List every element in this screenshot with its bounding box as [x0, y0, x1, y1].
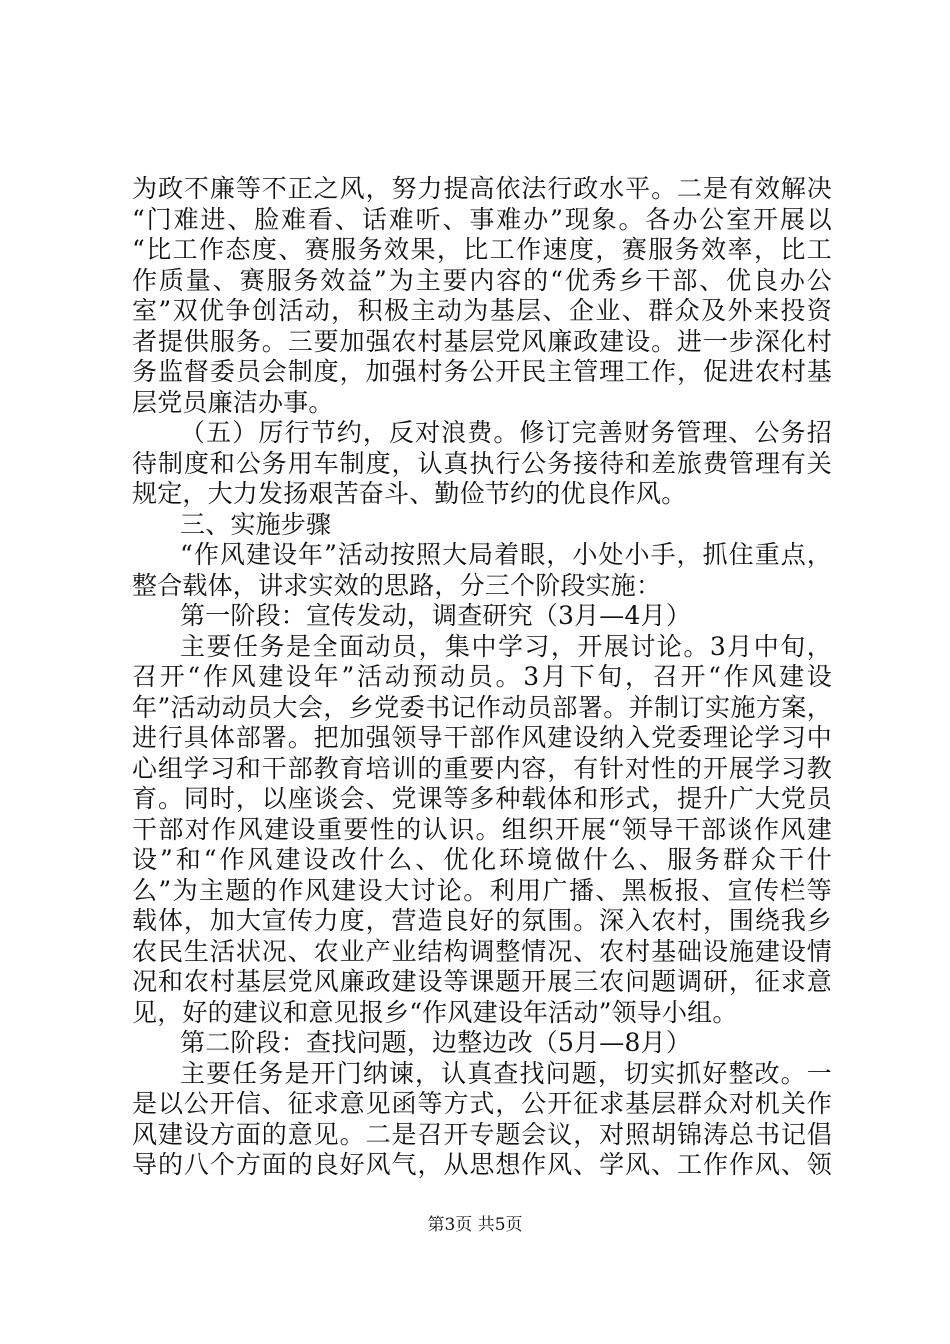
text-line: 况和农村基层党风廉政建设等课题开展三农问题调研，征求意	[132, 967, 832, 996]
text-line: 载体，加大宣传力度，营造良好的氛围。深入农村，围绕我乡	[132, 906, 832, 935]
body-text	[132, 174, 832, 1181]
text-line: 层党员廉洁办事。	[132, 387, 334, 417]
text-line: 者提供服务。三要加强农村基层党风廉政建设。进一步深化村	[132, 326, 832, 356]
text-line: 是以公开信、征求意见函等方式，公开征求基层群众对机关作	[132, 1089, 832, 1118]
text-line: 主要任务是全面动员，集中学习，开展讨论。3月中旬，	[180, 631, 832, 661]
text-line: 室”双优争创活动，积极主动为基层、企业、群众及外来投资	[132, 296, 832, 325]
text-line: 进行具体部署。把加强领导干部作风建设纳入党委理论学习中	[132, 723, 832, 752]
text-line: 务监督委员会制度，加强村务公开民主管理工作，促进农村基	[132, 357, 832, 386]
text-line: 育。同时，以座谈会、党课等多种载体和形式，提升广大党员	[132, 784, 832, 813]
stage-heading: 第二阶段：查找问题，边整边改（5月—8月）	[180, 1028, 692, 1057]
text-line: 心组学习和干部教育培训的重要内容，有针对性的开展学习教	[132, 753, 832, 783]
text-line: 农民生活状况、农业产业结构调整情况、农村基础设施建设情	[132, 936, 832, 966]
text-line: 为政不廉等不正之风，努力提高依法行政水平。二是有效解决	[132, 174, 832, 203]
text-line: 见，好的建议和意见报乡“作风建设年活动”领导小组。	[132, 997, 738, 1027]
section-heading: 三、实施步骤	[180, 509, 332, 539]
text-line: 导的八个方面的良好风气，从思想作风、学风、工作作风、领	[132, 1150, 832, 1179]
text-line: “作风建设年”活动按照大局着眼，小处小手，抓住重点，	[180, 540, 832, 569]
text-line: “比工作态度、赛服务效果，比工作速度，赛服务效率，比工	[132, 235, 832, 264]
text-line: 主要任务是开门纳谏，认真查找问题，切实抓好整改。一	[180, 1058, 832, 1088]
text-line: 待制度和公务用车制度，认真执行公务接待和差旅费管理有关	[132, 448, 832, 478]
text-line: 作质量、赛服务效益”为主要内容的“优秀乡干部、优良办公	[132, 265, 832, 295]
text-line: 风建设方面的意见。二是召开专题会议，对照胡锦涛总书记倡	[132, 1119, 832, 1149]
text-line: 么”为主题的作风建设大讨论。利用广播、黑板报、宣传栏等	[132, 875, 832, 905]
section-heading-line: （五）厉行节约，反对浪费。修订完善财务管理、公务招	[180, 418, 832, 447]
text-line: 规定，大力发扬艰苦奋斗、勤俭节约的优良作风。	[132, 479, 687, 508]
text-line: 设”和“作风建设改什么、优化环境做什么、服务群众干什	[132, 845, 832, 874]
page-number-footer: 第3页 共5页	[427, 1215, 523, 1235]
text-line: 年”活动动员大会，乡党委书记作动员部署。并制订实施方案，	[132, 692, 832, 722]
stage-heading: 第一阶段：宣传发动，调查研究（3月—4月）	[180, 601, 692, 630]
text-line: 干部对作风建设重要性的认识。组织开展“领导干部谈作风建	[132, 814, 832, 844]
text-line: “门难进、脸难看、话难听、事难办”现象。各办公室开展以	[132, 204, 832, 234]
text-line: 召开“作风建设年”活动预动员。3月下旬，召开“作风建设	[132, 662, 832, 691]
text-line: 整合载体，讲求实效的思路，分三个阶段实施：	[132, 570, 662, 600]
